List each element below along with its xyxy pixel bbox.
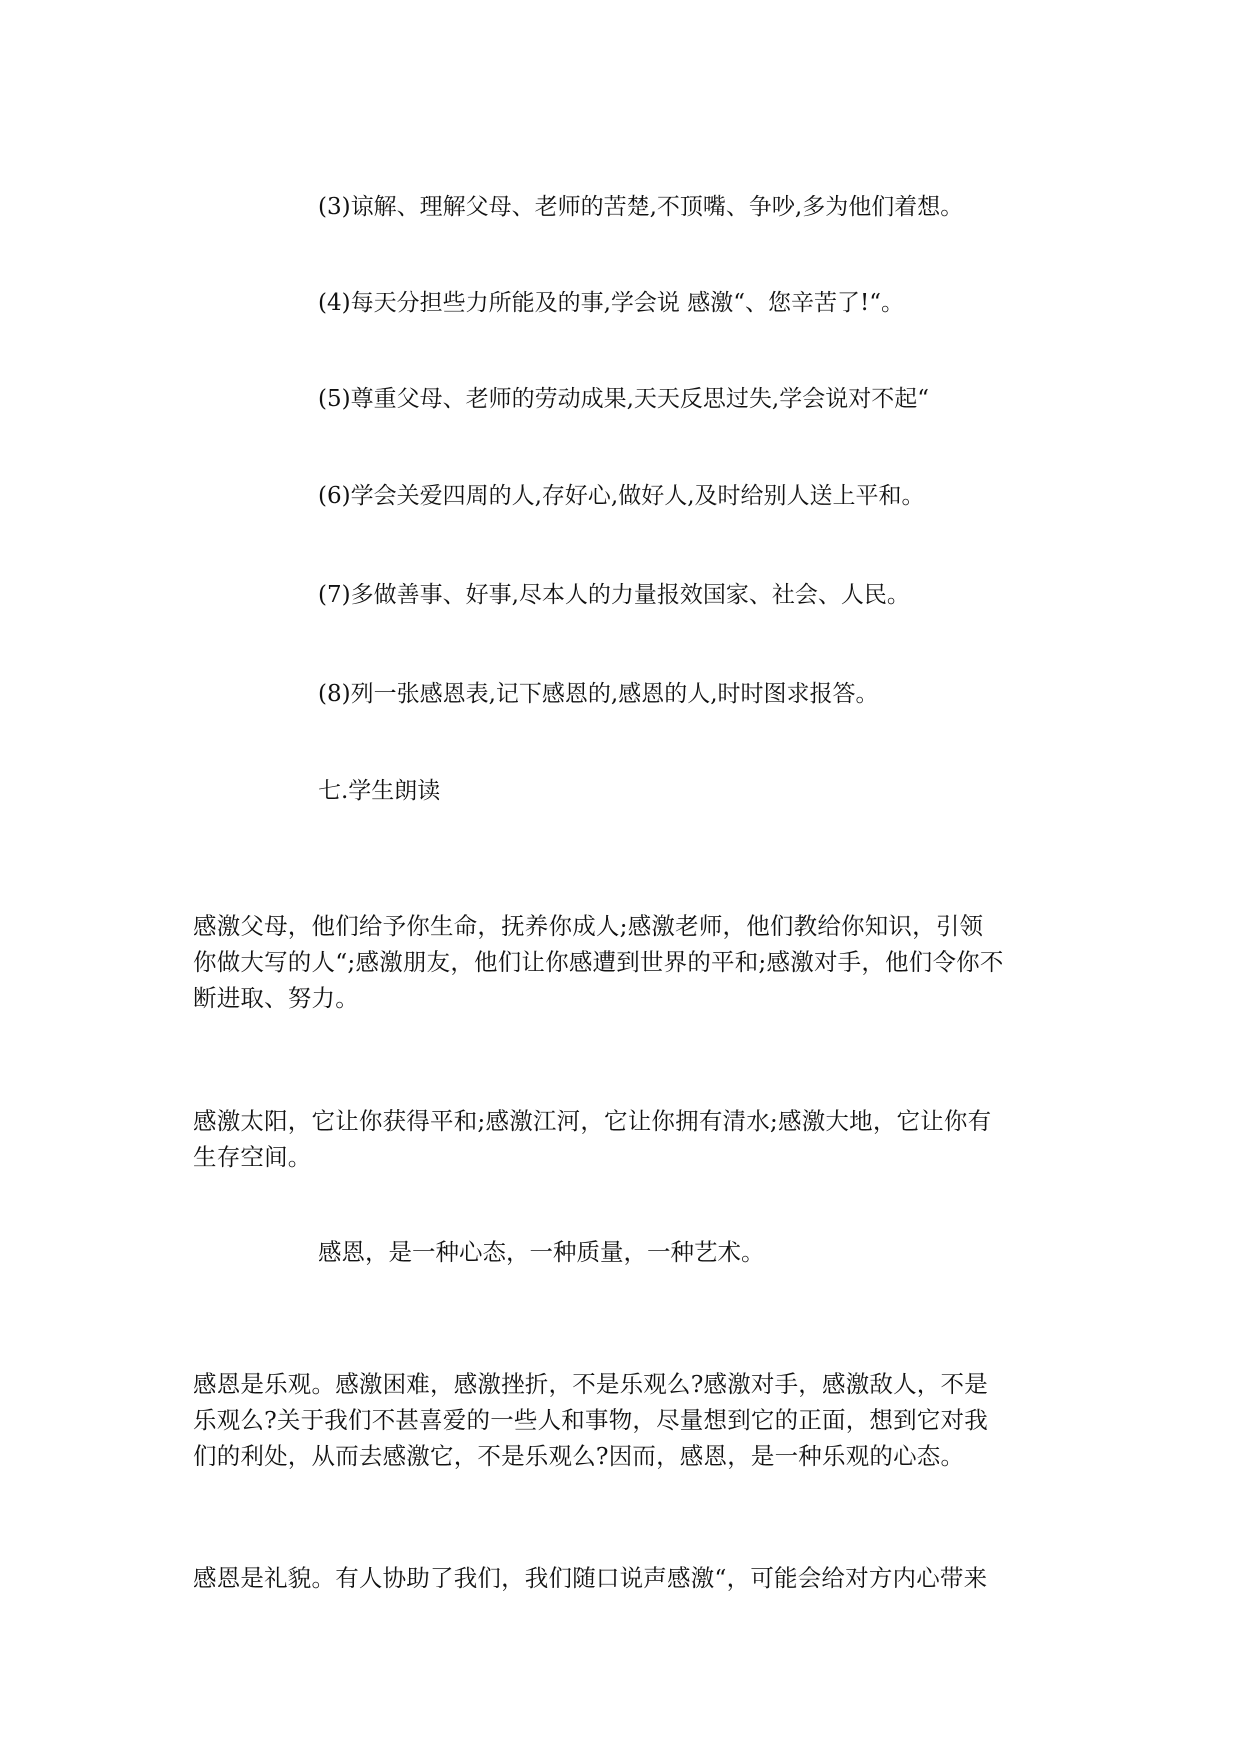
- list-item-5: (5)尊重父母、老师的劳动成果,天天反思过失,学会说对不起“: [318, 386, 929, 412]
- paragraph-line: 感恩是乐观。感激困难，感激挫折，不是乐观么?感激对手，感激敌人，不是: [193, 1370, 988, 1398]
- paragraph-line: 感激太阳，它让你获得平和;感激江河，它让你拥有清水;感激大地，它让你有: [193, 1107, 992, 1135]
- paragraph-line: 们的利处，从而去感激它，不是乐观么?因而，感恩，是一种乐观的心态。: [193, 1442, 965, 1470]
- paragraph-gratitude-optimism: [193, 1366, 1053, 1474]
- paragraph-line: 感激父母，他们给予你生命，抚养你成人;感激老师，他们教给你知识，引领: [193, 912, 984, 940]
- paragraph-gratitude-courtesy: [193, 1560, 1053, 1596]
- list-item-4: (4)每天分担些力所能及的事,学会说 感激“、您辛苦了!“。: [318, 290, 904, 316]
- section-heading: 七.学生朗读: [318, 778, 441, 804]
- paragraph-gratitude-nature: [193, 1103, 1053, 1175]
- list-item-7: (7)多做善事、好事,尽本人的力量报效国家、社会、人民。: [318, 582, 910, 608]
- list-item-3: (3)谅解、理解父母、老师的苦楚,不顶嘴、争吵,多为他们着想。: [318, 194, 964, 220]
- paragraph-line: 乐观么?关于我们不甚喜爱的一些人和事物，尽量想到它的正面，想到它对我: [193, 1406, 988, 1434]
- gratitude-statement: 感恩，是一种心态，一种质量，一种艺术。: [318, 1238, 765, 1266]
- list-item-8: (8)列一张感恩表,记下感恩的,感恩的人,时时图求报答。: [318, 681, 879, 707]
- paragraph-line: 你做大写的人“;感激朋友，他们让你感遭到世界的平和;感激对手，他们令你不: [193, 948, 1004, 976]
- list-item-6: (6)学会关爱四周的人,存好心,做好人,及时给别人送上平和。: [318, 483, 925, 509]
- paragraph-gratitude-parents: [193, 908, 1053, 1016]
- paragraph-line: 生存空间。: [193, 1143, 312, 1171]
- paragraph-line: 断进取、努力。: [193, 984, 359, 1012]
- paragraph-line: 感恩是礼貌。有人协助了我们，我们随口说声感激“，可能会给对方内心带来: [193, 1564, 988, 1592]
